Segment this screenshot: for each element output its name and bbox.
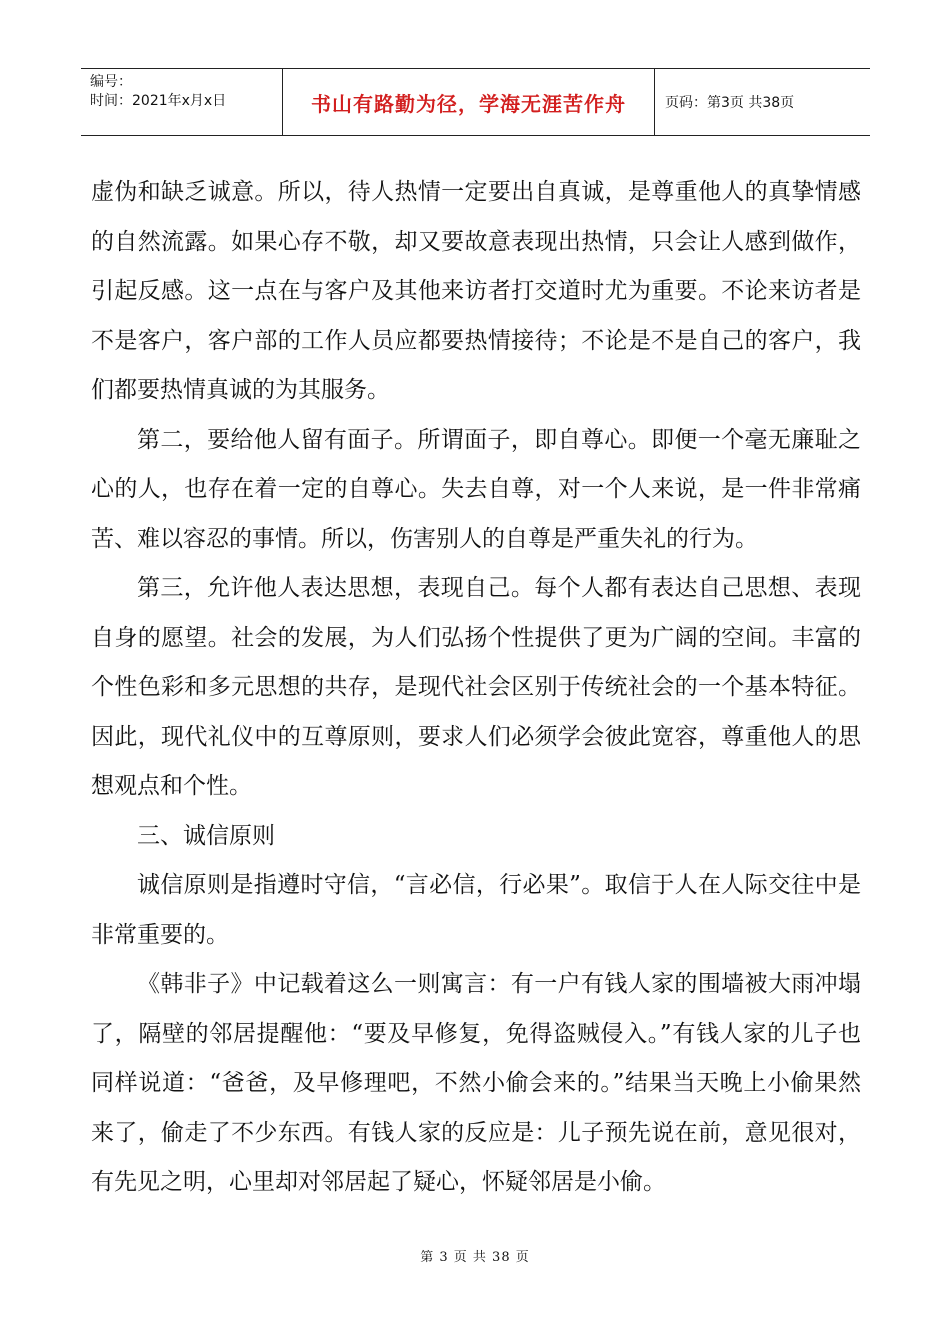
- header-meta: [81, 69, 283, 135]
- page-footer: 第 3 页 共 38 页: [420, 1250, 530, 1265]
- document-body: [91, 168, 861, 1208]
- document-number: 编号：: [90, 74, 132, 90]
- document-time: 时间：2021年x月x日: [90, 93, 227, 109]
- header-page-info: 页码：第3页 共38页: [665, 95, 795, 111]
- paragraph: 诚信原则是指遵时守信，“言必信，行必果”。取信于人在人际交往中是非常重要的。: [91, 872, 861, 948]
- paragraph: 虚伪和缺乏诚意。所以，待人热情一定要出自真诚，是尊重他人的真挚情感的自然流露。如果心存不敬，却又要故意表现出热情，只会让人感到做作，引起反感。这一点在与客户及其他来访者打交道时尤为重要。不论来访者是不是客户，客户部的工作人员应都要热情接待；不论是不是自己的客户，我们都要热情真诚的为其服务。: [91, 179, 861, 403]
- section-heading: 三、诚信原则: [137, 822, 275, 849]
- paragraph: 第三，允许他人表达思想，表现自己。每个人都有表达自己思想、表现自身的愿望。社会的发展，为人们弘扬个性提供了更为广阔的空间。丰富的个性色彩和多元思想的共存，是现代社会区别于传统社会的一个基本特征。因此，现代礼仪中的互尊原则，要求人们必须学会彼此宽容，尊重他人的思想观点和个性。: [91, 575, 861, 799]
- header-motto: 书山有路勤为径，学海无涯苦作舟: [283, 69, 655, 135]
- paragraph: 第二，要给他人留有面子。所谓面子，即自尊心。即便一个毫无廉耻之心的人，也存在着一定的自尊心。失去自尊，对一个人来说，是一件非常痛苦、难以容忍的事情。所以，伤害别人的自尊是严重失礼的行为。: [91, 426, 861, 552]
- paragraph: 《韩非子》中记载着这么一则寓言：有一户有钱人家的围墙被大雨冲塌了，隔壁的邻居提醒他：“要及早修复，免得盗贼侵入。”有钱人家的儿子也同样说道：“爸爸，及早修理吧，不然小偷会来的。”结果当天晚上小偷果然来了，偷走了不少东西。有钱人家的反应是：儿子预先说在前，意见很对，有先见之明，心里却对邻居起了疑心，怀疑邻居是小偷。: [91, 971, 861, 1195]
- page-header: [81, 68, 870, 136]
